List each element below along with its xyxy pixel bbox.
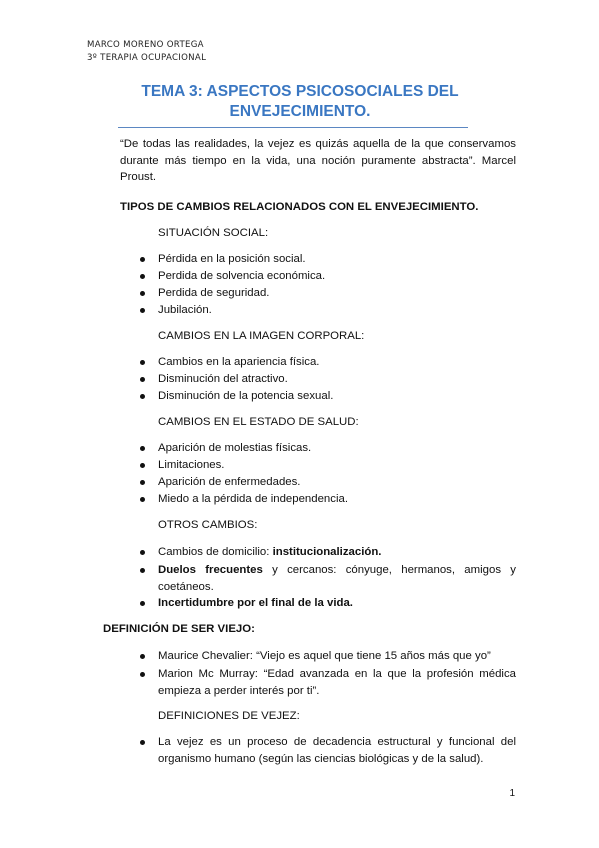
list-item: La vejez es un proceso de decadencia estructural y funcional del organismo humano (según las ciencias biológicas y de la salud). <box>140 734 516 767</box>
list-item: Incertidumbre por el final de la vida. <box>140 595 353 612</box>
list-item: Perdida de seguridad. <box>140 285 269 302</box>
list-item: Perdida de solvencia económica. <box>140 268 325 285</box>
list-item: Pérdida en la posición social. <box>140 251 306 268</box>
page-number: 1 <box>509 788 515 799</box>
subsection-label-otros: OTROS CAMBIOS: <box>158 519 258 531</box>
section-heading-tipos: TIPOS DE CAMBIOS RELACIONADOS CON EL ENVEJECIMIENTO. <box>120 201 479 213</box>
subsection-label-imagen: CAMBIOS EN LA IMAGEN CORPORAL: <box>158 330 365 342</box>
subsection-label-salud: CAMBIOS EN EL ESTADO DE SALUD: <box>158 416 359 428</box>
list-item: Aparición de molestias físicas. <box>140 440 311 457</box>
list-item: Aparición de enfermedades. <box>140 474 300 491</box>
list-item: Maurice Chevalier: “Viejo es aquel que tiene 15 años más que yo” <box>140 648 491 665</box>
author-name: MARCO MORENO ORTEGA <box>87 40 204 50</box>
list-item: Miedo a la pérdida de independencia. <box>140 491 348 508</box>
list-item: Disminución de la potencia sexual. <box>140 388 333 405</box>
list-item: Duelos frecuentes y cercanos: cónyuge, hermanos, amigos y coetáneos. <box>140 562 516 595</box>
list-item: Cambios en la apariencia física. <box>140 354 319 371</box>
list-item: Limitaciones. <box>140 457 224 474</box>
title-underline <box>118 127 468 128</box>
list-item: Disminución del atractivo. <box>140 371 288 388</box>
course-name: 3º TERAPIA OCUPACIONAL <box>87 53 207 63</box>
list-item: Marion Mc Murray: “Edad avanzada en la que la profesión médica empieza a perder interés por ti”. <box>140 666 516 699</box>
page-title-line1: TEMA 3: ASPECTOS PSICOSOCIALES DEL <box>141 83 459 100</box>
page-title-line2: ENVEJECIMIENTO. <box>229 103 371 120</box>
list-item: Jubilación. <box>140 302 212 319</box>
section-heading-definicion: DEFINICIÓN DE SER VIEJO: <box>103 623 255 635</box>
list-item: Cambios de domicilio: institucionalización. <box>140 544 381 561</box>
subsection-label-social: SITUACIÓN SOCIAL: <box>158 227 269 239</box>
intro-quote: “De todas las realidades, la vejez es quizás aquella de la que conservamos durante más tiempo en la vida, una noción puramente abstracta”. Marcel Proust. <box>120 138 516 183</box>
subsection-label-definiciones: DEFINICIONES DE VEJEZ: <box>158 710 300 722</box>
